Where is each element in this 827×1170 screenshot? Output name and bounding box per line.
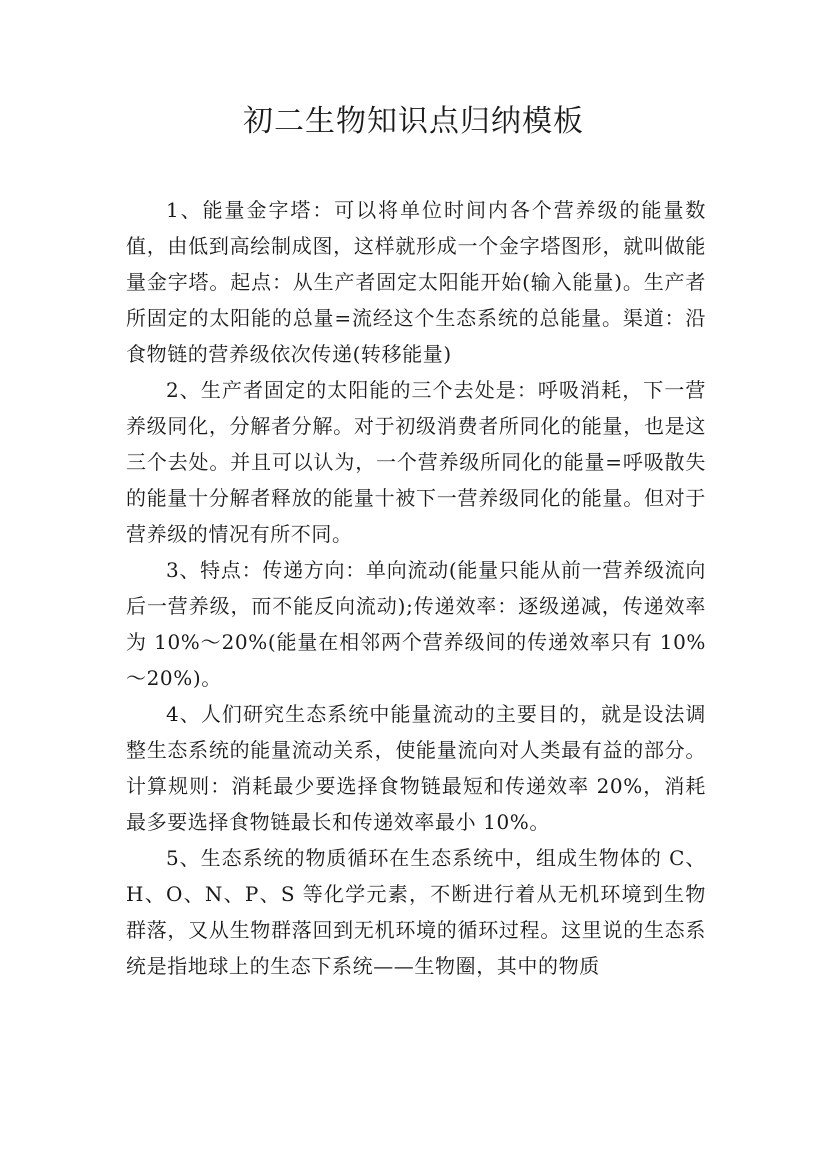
paragraph-4: 4、人们研究生态系统中能量流动的主要目的，就是设法调整生态系统的能量流动关系，使能量流向对人类最有益的部分。计算规则：消耗最少要选择食物链最短和传递效率 20%，消耗最多要选择食物链最长和传递效率最小 10%。 bbox=[126, 702, 706, 834]
paragraph-2: 2、生产者固定的太阳能的三个去处是：呼吸消耗，下一营养级同化，分解者分解。对于初级消费者所同化的能量，也是这三个去处。并且可以认为，一个营养级所同化的能量=呼吸散失的能量十分解者释放的能量十被下一营养级同化的能量。但对于营养级的情况有所不同。 bbox=[126, 378, 706, 546]
paragraph-5: 5、生态系统的物质循环在生态系统中，组成生物体的 C、H、O、N、P、S 等化学元素，不断进行着从无机环境到生物群落，又从生物群落回到无机环境的循环过程。这里说的生态系统是指地球上的生态下系统——生物圈，其中的物质 bbox=[126, 846, 706, 978]
document-title: 初二生物知识点归纳模板 bbox=[243, 104, 584, 139]
document-body bbox=[126, 192, 706, 984]
paragraph-3: 3、特点：传递方向：单向流动(能量只能从前一营养级流向后一营养级，而不能反向流动);传递效率：逐级递减，传递效率为 10%～20%(能量在相邻两个营养级间的传递效率只有 10%～20%)。 bbox=[126, 558, 706, 690]
paragraph-1: 1、能量金字塔：可以将单位时间内各个营养级的能量数值，由低到高绘制成图，这样就形成一个金字塔图形，就叫做能量金字塔。起点：从生产者固定太阳能开始(输入能量)。生产者所固定的太阳能的总量=流经这个生态系统的总能量。渠道：沿食物链的营养级依次传递(转移能量) bbox=[126, 198, 706, 366]
